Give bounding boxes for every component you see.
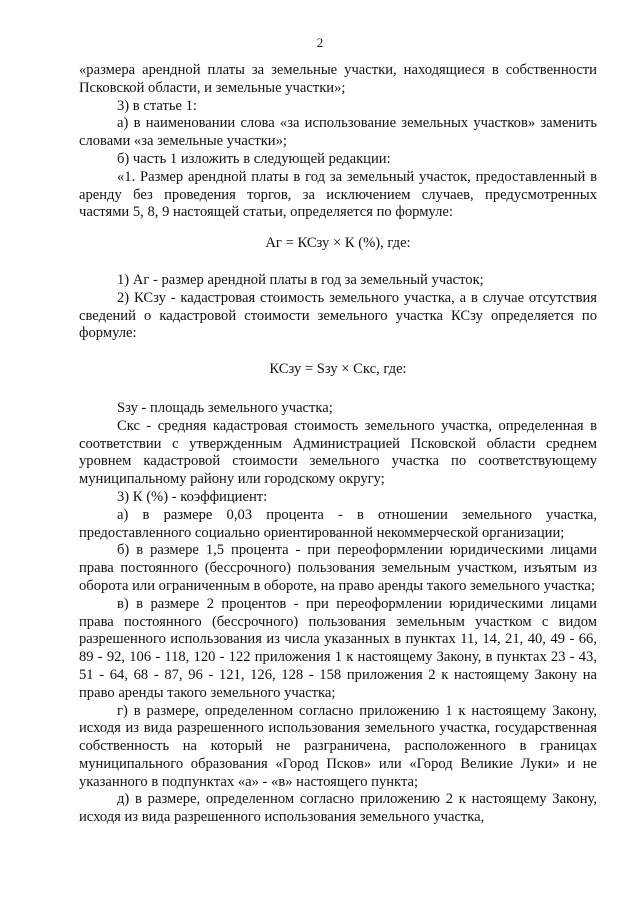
paragraph-k-b: б) в размере 1,5 процента - при переоформлении юридическими лицами права постоянного (бессрочного) пользования земельным участком, изъятым из оборота или ограниченным в обороте, на право аренды такого земельного участка;	[79, 542, 597, 594]
paragraph-part-1: «1. Размер арендной платы в год за земельный участок, предоставленный в аренду без проведения торгов, за исключением случаев, предусмотренных частями 5, 8, 9 настоящей статьи, определяется по формуле:	[79, 168, 597, 221]
paragraph-def-szu: Sзу - площадь земельного участка;	[117, 399, 333, 416]
paragraph-intro: «размера арендной платы за земельные участки, находящиеся в собственности Псковской области, и земельные участки»;	[79, 62, 597, 96]
paragraph-def-k: 3) К (%) - коэффициент:	[117, 488, 268, 505]
paragraph-k-v: в) в размере 2 процентов - при переоформлении юридическими лицами права постоянного (бессрочного) пользования земельным участком с видом разрешенного использования из числа указанных в пунктах 11, 14, 21, 40, 49 - 66, 89 - 92, 106 - 118, 120 - 122 приложения 1 к настоящему Закону, в пунктах 23 - 43, 51 - 64, 68 - 87, 96 - 121, 126, 128 - 158 приложения 2 к настоящему Закону на право аренды такого земельного участка;	[79, 595, 597, 701]
paragraph-def-ag: 1) Аг - размер арендной платы в год за земельный участок;	[117, 271, 484, 288]
paragraph-def-kszu: 2) КСзу - кадастровая стоимость земельного участка, а в случае отсутствия сведений о кадастровой стоимости земельного участка КСзу определяется по формуле:	[79, 289, 597, 342]
paragraph-def-sks: Скс - средняя кадастровая стоимость земельного участка, определенная в соответствии с утвержденным Администрацией Псковской области среднем уровнем кадастровой стоимости земельного участка по соответствующему муниципальному району или городскому округу;	[79, 417, 597, 488]
formula-cadastral: КСзу = Sзу × Скс, где:	[269, 361, 407, 378]
paragraph-item-3: 3) в статье 1:	[117, 97, 197, 114]
page-number: 2	[316, 35, 324, 50]
paragraph-k-a: а) в размере 0,03 процента - в отношении земельного участка, предоставленного социально ориентированной некоммерческой организации;	[79, 506, 597, 541]
paragraph-k-g: г) в размере, определенном согласно приложению 1 к настоящему Закону, исходя из вида разрешенного использования земельного участка, государственная собственность на который не разграничена, расположенного в границах муниципального образования «Город Псков» или «Город Великие Луки» и не указанного в подпунктах «а» - «в» настоящего пункта;	[79, 702, 597, 790]
paragraph-k-d: д) в размере, определенном согласно приложению 2 к настоящему Закону, исходя из вида разрешенного использования земельного участка,	[79, 791, 597, 826]
formula-rent: Аг = КСзу × К (%), где:	[265, 235, 411, 252]
paragraph-item-a: а) в наименовании слова «за использование земельных участков» заменить словами «за земельные участки»;	[79, 115, 597, 150]
document-body	[79, 62, 597, 827]
paragraph-item-b: б) часть 1 изложить в следующей редакции:	[117, 150, 391, 167]
